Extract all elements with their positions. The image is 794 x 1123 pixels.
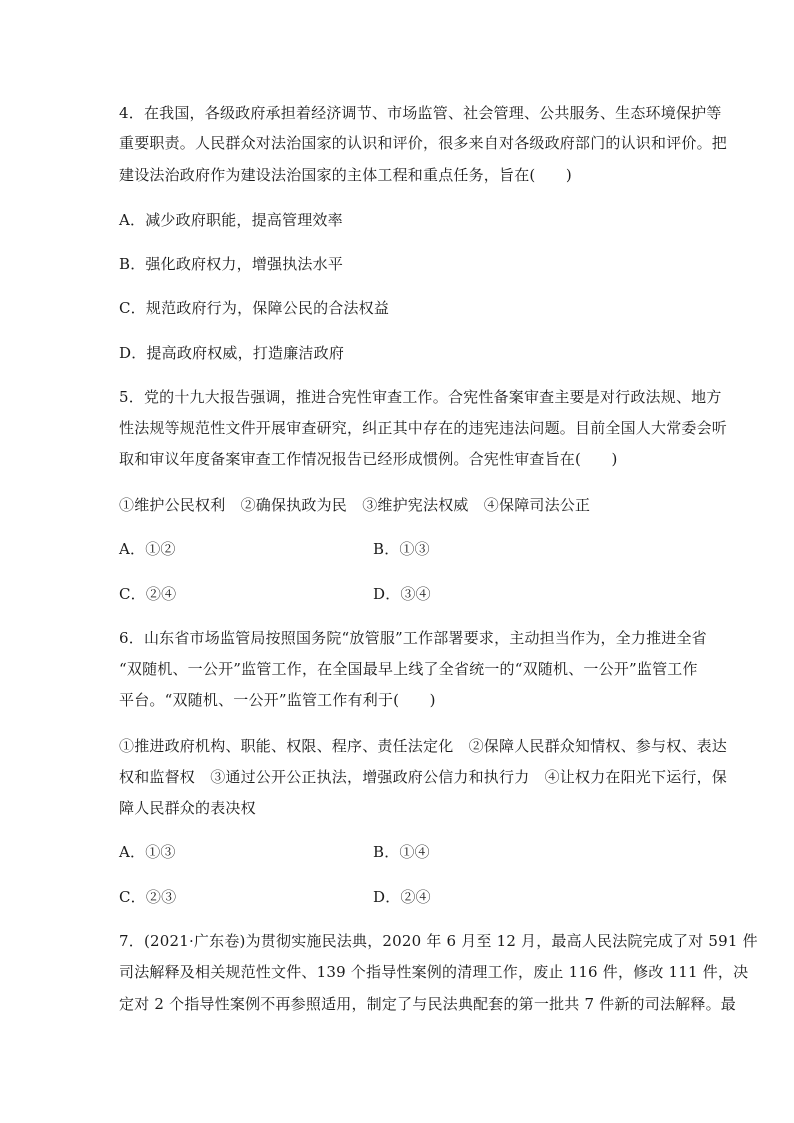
q6-statements-line-1: ①推进政府机构、职能、权限、程序、责任法定化 ②保障人民群众知情权、参与权、表达 [119,737,728,755]
q6-option-d: D．②④ [373,888,431,906]
q5-stem-line-1: 5．党的十九大报告强调，推进合宪性审查工作。合宪性备案审查主要是对行政法规、地方 [119,388,722,406]
q5-stem-line-2: 性法规等规范性文件开展审查研究，纠正其中存在的违宪违法问题。目前全国人大常委会听 [119,419,728,437]
q6-stem-line-3: 平台。“双随机、一公开”监管工作有利于( ) [119,691,436,709]
q5-option-b: B．①③ [373,540,430,558]
q5-option-d: D．③④ [373,585,431,603]
q6-stem-line-1: 6．山东省市场监管局按照国务院“放管服”工作部署要求，主动担当作为，全力推进全省 [119,629,707,647]
q4-stem-line-1: 4．在我国，各级政府承担着经济调节、市场监管、社会管理、公共服务、生态环境保护等 [119,104,722,122]
q4-stem-line-3: 建设法治政府作为建设法治国家的主体工程和重点任务，旨在( ) [119,166,572,184]
q5-option-a: A．①② [119,540,176,558]
q4-option-b: B．强化政府权力，增强执法水平 [119,255,344,273]
q5-stem-line-3: 取和审议年度备案审查工作情况报告已经形成惯例。合宪性审查旨在( ) [119,450,618,468]
q6-option-b: B．①④ [373,843,430,861]
q6-option-c: C．②③ [119,888,177,906]
q6-stem-line-2: “双随机、一公开”监管工作，在全国最早上线了全省统一的“双随机、一公开”监管工作 [119,660,698,678]
q5-statements: ①维护公民权利 ②确保执政为民 ③维护宪法权威 ④保障司法公正 [119,496,591,514]
q6-statements-line-3: 障人民群众的表决权 [119,799,256,817]
q7-stem-line-1: 7．(2021·广东卷)为贯彻实施民法典，2020 年 6 月至 12 月，最高人民法院完成了对 591 件 [119,932,758,950]
q4-option-c: C．规范政府行为，保障公民的合法权益 [119,299,390,317]
q7-stem-line-2: 司法解释及相关规范性文件、139 个指导性案例的清理工作，废止 116 件，修改 111 件，决 [119,963,749,981]
q6-statements-line-2: 权和监督权 ③通过公开公正执法，增强政府公信力和执行力 ④让权力在阳光下运行，保 [119,768,728,786]
q4-option-d: D．提高政府权威，打造廉洁政府 [119,344,345,362]
q7-stem-line-3: 定对 2 个指导性案例不再参照适用，制定了与民法典配套的第一批共 7 件新的司法解释。最 [119,995,736,1013]
q4-option-a: A．减少政府职能，提高管理效率 [119,211,343,229]
q6-option-a: A．①③ [119,843,176,861]
q4-stem-line-2: 重要职责。人民群众对法治国家的认识和评价，很多来自对各级政府部门的认识和评价。把 [119,134,728,152]
q5-option-c: C．②④ [119,585,177,603]
